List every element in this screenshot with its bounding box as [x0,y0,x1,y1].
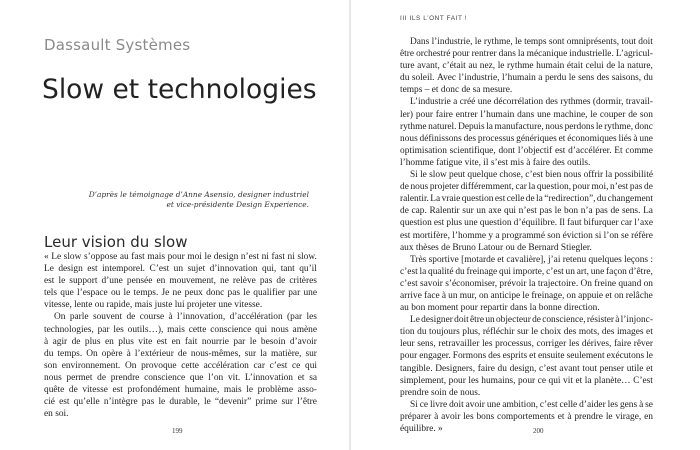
text-line: de nous projeter différemment, car la question, pour moi, n’est pas de [400,182,653,193]
text-line: son environnement. On provoque cette accélération car c’est ce qui [44,360,317,371]
text-line: technologies, par les outils…), mais cette conscience qui nous amène [44,324,317,335]
right-body-text [400,36,653,435]
text-line: préparer à avoir les bons comportements et à prendre le virage, en [400,411,653,422]
text-line: cié est qu’elle n’intègre pas le durable, le “devenir” prime sur l’être [44,397,317,408]
company-heading: Dassault Systèmes [44,36,191,54]
text-line: question est plus une question d’équilibre. Il faut bifurquer car l’axe [400,218,653,229]
text-line: équilibre. » [400,424,443,434]
text-line: ture avant, c’était au nez, le rythme humain était celui de la nature, [400,61,653,72]
text-line: de cap. Ralentir sur un axe qui n’est pas le bon n’a pas de sens. La [400,206,653,217]
text-line: temps – et donc de sa mesure. [400,85,513,96]
text-line: être orchestré pour rentrer dans la mécanique industrielle. L’agricul- [400,49,653,60]
text-line: du temps. On opère à l’extérieur de nous-mêmes, sur la matière, sur [44,348,317,359]
text-line: tion du toujours plus, réfléchir sur le choix des mots, des images et [400,327,653,338]
text-line: rythme naturel. Depuis la manufacture, nous perdons le rythme, donc [400,121,653,132]
text-line: c’est savoir s’économiser, prévoir la trajectoire. On freine quand on [400,278,653,289]
text-line: leur sens, retravailler les processus, corriger les dérives, faire rêver [400,339,653,350]
text-line: Si ce livre doit avoir une ambition, c’est celle d’aider les gens à se [410,399,653,410]
section-heading: Leur vision du slow [44,233,188,251]
text-line: simplement, pour les humains, pour ce qui vit et la planète… C’est [400,375,653,386]
text-line: pour engager. Formons des esprits et ensuite seulement exécutons le [400,351,653,362]
text-line: nous permet de prendre conscience que l’on vit. L’innovation et sa [44,372,317,383]
running-head: III ILS L’ONT FAIT ! [400,15,468,22]
page-number-left: 199 [172,427,183,435]
attribution [60,190,309,210]
text-line: quête de vitesse est profondément humaine, mais le problème asso- [44,385,317,396]
text-line: à agir de plus en plus vite est en fait nourrie par le besoin d’avoir [44,336,317,347]
text-line: L’industrie a créé une décorrélation des rythmes (dormir, travail- [410,97,653,108]
text-line: Si le slow peut quelque chose, c’est bien nous offrir la possibilité [410,170,653,181]
text-line: au bon moment pour repartir dans la bonne direction. [400,303,600,314]
left-page [0,0,349,450]
text-line: nous définissons des processus génériques et économiques liés à une [400,133,653,144]
text-line: Le designer doit être un objecteur de conscience, résister à l’injonc- [410,315,653,326]
text-line: est mortifère, l’homme y a programmé son éviction si l’on se réfère [400,230,653,241]
text-line: On parle souvent de course à l’innovation, d’accélération (par les [54,312,317,323]
page-number-right: 200 [533,427,544,435]
text-line: Dans l’industrie, le rythme, le temps sont omniprésents, tout doit [410,37,653,47]
text-line: l’homme fatigue vite, il s’est mis à faire des outils. [400,157,591,168]
left-body-text [44,251,317,420]
attribution-line: D’après le témoignage d’Anne Asensio, designer industriel [88,190,309,199]
attribution-line: et vice-présidente Design Experience. [166,200,309,209]
text-line: « Le slow s’oppose au fast mais pour moi le design n’est ni fast ni slow. [44,252,317,262]
text-line: arrive face à un mur, on anticipe le freinage, on appuie et on relâche [400,290,653,301]
text-line: du soleil. Avec l’industrie, l’humain a perdu le sens des saisons, du [400,73,653,84]
text-line: tangible. Designers, faire du design, c’est avant tout penser utile et [400,363,653,374]
text-line: prendre soin de nous. [400,387,481,398]
text-line: tels que l’espace ou le temps. Je ne peux donc pas le qualifier par une [44,288,317,299]
text-line: vitesse, lente ou rapide, mais juste lui projeter une vitesse. [44,300,263,311]
text-line: est le support d’une pensée en mouvement, ne relève pas de critères [44,276,317,287]
text-line: optimisation scientifique, dont l’objectif est d’accélérer. Et comme [400,145,653,156]
text-line: aux thèses de Bruno Latour ou de Bernard Stiegler. [400,242,592,253]
text-line: ler) pour faire entrer l’humain dans une machine, le couper de son [400,109,653,120]
text-line: Très sportive [motarde et cavalière], j’ai retenu quelques leçons : [410,254,653,265]
text-line: c’est la qualité du freinage qui importe, c’est un art, une façon d’être, [400,266,653,277]
text-line: en soi. [44,409,69,420]
text-line: ralentir. La vraie question est celle de la “redirection”, du changement [400,194,653,205]
text-line: Le design est intemporel. C’est un sujet d’innovation qui, tant qu’il [44,264,317,275]
chapter-title: Slow et technologies [42,74,317,105]
